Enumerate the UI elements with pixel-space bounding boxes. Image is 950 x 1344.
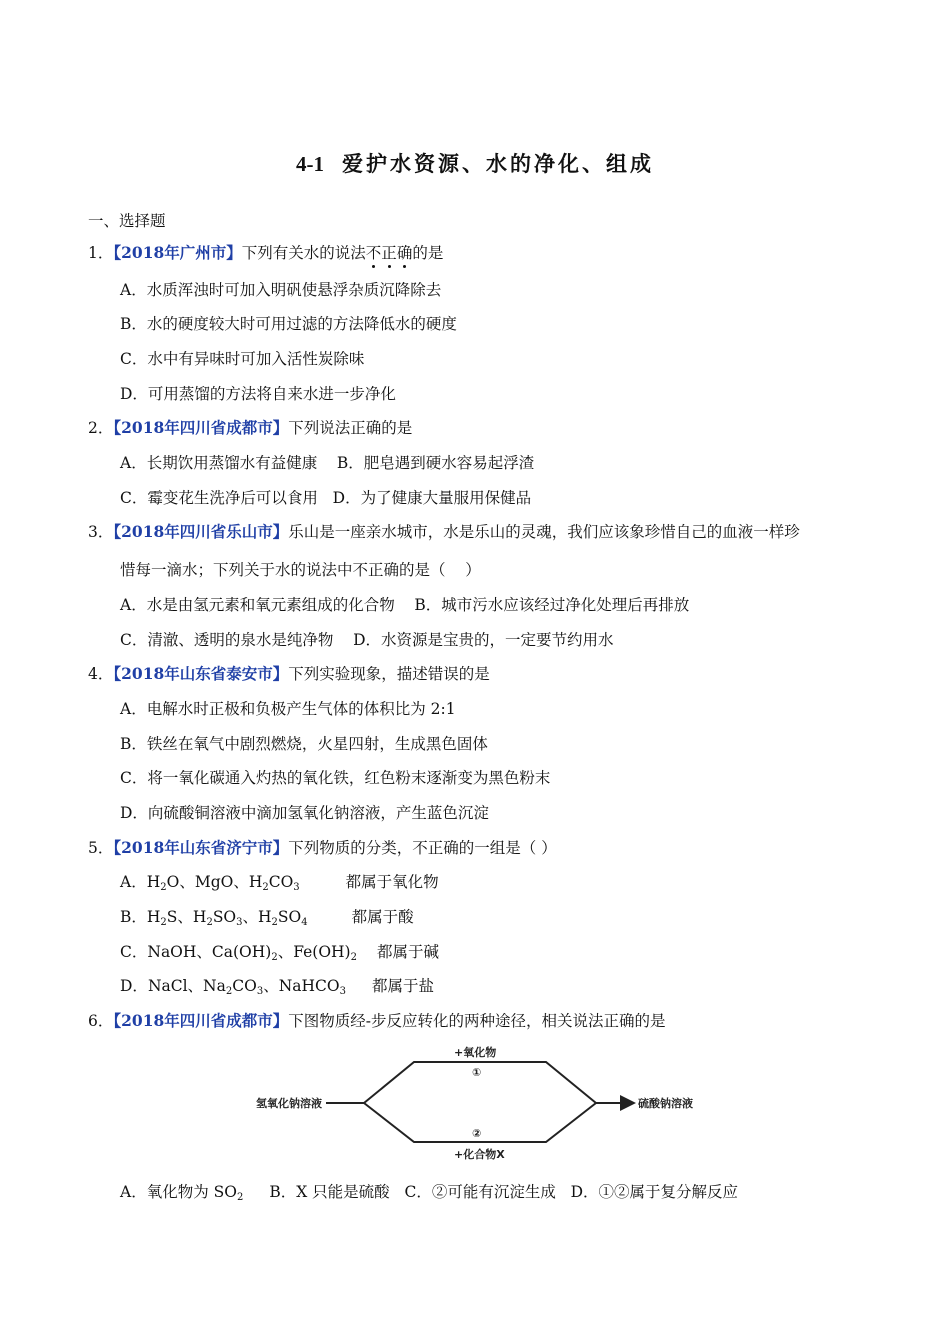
question-number: 2． [88, 419, 114, 437]
diagram-left-label: 氢氧化钠溶液 [256, 1097, 322, 1110]
question-2 [88, 418, 412, 438]
q6-options [120, 1182, 738, 1202]
question-source: 【2018年四川省成都市】 [113, 418, 289, 437]
question-source: 【2018年四川省成都市】 [113, 1011, 289, 1030]
option-desc: 都属于盐 [371, 977, 434, 995]
question-5 [88, 838, 557, 858]
option-d: D．向硫酸铜溶液中滴加氢氧化钠溶液，产生蓝色沉淀 [120, 804, 489, 822]
page-title [0, 148, 950, 178]
option-b: B．铁丝在氧气中剧烈燃烧，火星四射，生成黑色固体 [120, 735, 488, 753]
options-bcd: B．X 只能是硫酸 C．②可能有沉淀生成 D．①②属于复分解反应 [269, 1183, 739, 1201]
emphasis-char: 不 [365, 244, 382, 262]
question-source: 【2018年四川省乐山市】 [113, 522, 289, 541]
question-text-continued: 惜每一滴水；下列关于水的说法中不正确的是（ ） [120, 561, 481, 579]
option-c: C．将一氧化碳通入灼热的氧化铁，红色粉末逐渐变为黑色粉末 [120, 769, 551, 787]
title-number: 4-1 [296, 152, 324, 176]
section-heading: 一、选择题 [88, 212, 166, 230]
formula-list: $H_2O$、MgO、$H_2CO_3$ [146, 873, 300, 893]
title-text: 爱护水资源、水的净化、组成 [342, 151, 654, 176]
options-ab: A．长期饮用蒸馏水有益健康 B．肥皂遇到硬水容易起浮渣 [120, 454, 535, 472]
reaction-pathway-diagram [254, 1042, 704, 1166]
question-text: 下列说法正确的是 [288, 419, 413, 437]
formula-list: $H_2S$、$H_2SO_3$、$H_2SO_4$ [146, 908, 308, 928]
question-4 [88, 664, 490, 684]
question-number: 3． [88, 523, 114, 541]
question-source: 【2018年山东省济宁市】 [113, 838, 289, 857]
formula-list: NaOH、$Ca(OH)_2$、$Fe(OH)_2$ [147, 943, 357, 963]
option-a: A．电解水时正极和负极产生气体的体积比为 2:1 [120, 700, 456, 718]
emphasis-char: 正 [381, 244, 397, 262]
question-number: 6． [88, 1012, 114, 1030]
question-number: 5． [88, 839, 114, 857]
subscript: 2 [236, 1192, 244, 1203]
options-cd: C．清澈、透明的泉水是纯净物 D．水资源是宝贵的，一定要节约用水 [120, 631, 614, 649]
option-a [120, 872, 439, 892]
question-number: 4． [88, 665, 114, 683]
option-label: A． [120, 873, 147, 891]
question-text: 下图物质经-步反应转化的两种途径，相关说法正确的是 [288, 1012, 666, 1030]
option-c [120, 942, 439, 962]
question-text: 下列实验现象，描述错误的是 [288, 665, 490, 683]
question-text: 下列有关水的说法 [241, 244, 366, 262]
option-desc: 都属于酸 [351, 908, 414, 926]
question-text-end: 的是 [412, 244, 444, 262]
question-6 [88, 1011, 666, 1031]
option-label: C． [120, 943, 148, 961]
question-3 [88, 522, 800, 542]
option-a: A．氧化物为 SO [120, 1183, 237, 1201]
option-d [120, 976, 434, 996]
option-c: C．水中有异味时可加入活性炭除味 [120, 350, 365, 368]
diagram-bottom-label: +化合物X [454, 1148, 505, 1161]
option-a: A．水质浑浊时可加入明矾使悬浮杂质沉降除去 [120, 281, 442, 299]
options-cd: C．霉变花生洗净后可以食用 D．为了健康大量服用保健品 [120, 489, 532, 507]
formula-list: NaCl、$Na_2CO_3$、NaHCO$_3$ [147, 977, 346, 997]
options-ab: A．水是由氢元素和氧元素组成的化合物 B．城市污水应该经过净化处理后再排放 [120, 596, 690, 614]
option-label: B． [120, 908, 147, 926]
emphasis-char: 确 [396, 244, 413, 262]
option-desc: 都属于氧化物 [345, 873, 439, 891]
diagram-top-label: +氧化物 [454, 1046, 497, 1059]
option-label: D． [120, 977, 148, 995]
option-b [120, 907, 414, 927]
diagram-right-label: 硫酸钠溶液 [638, 1097, 693, 1110]
diagram-top-number: ① [472, 1066, 482, 1079]
diagram-bottom-number: ② [472, 1127, 482, 1140]
option-b: B．水的硬度较大时可用过滤的方法降低水的硬度 [120, 315, 457, 333]
question-source: 【2018年山东省泰安市】 [113, 664, 289, 683]
question-source: 【2018年广州市】 [113, 243, 242, 262]
option-d: D．可用蒸馏的方法将自来水进一步净化 [120, 385, 396, 403]
option-desc: 都属于碱 [376, 943, 439, 961]
question-text: 乐山是一座亲水城市，水是乐山的灵魂，我们应该象珍惜自己的血液一样珍 [288, 523, 800, 541]
question-text: 下列物质的分类，不正确的一组是（ ） [288, 839, 557, 857]
question-1 [88, 243, 443, 263]
question-number: 1． [88, 244, 114, 262]
